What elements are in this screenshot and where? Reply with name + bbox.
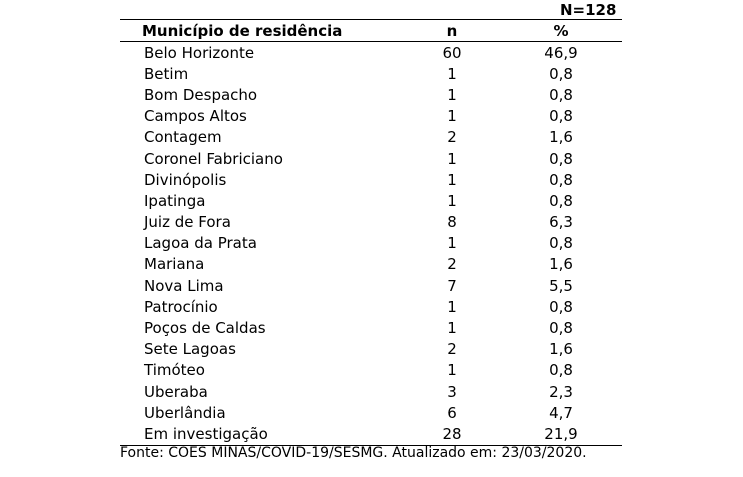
table-row	[120, 63, 622, 84]
cell-municipio: Campos Altos	[144, 107, 247, 126]
cell-percent: 5,5	[549, 276, 573, 295]
table-row	[120, 423, 622, 444]
table-row	[120, 339, 622, 360]
cell-municipio: Betim	[144, 64, 189, 83]
cell-municipio: Belo Horizonte	[144, 43, 255, 62]
cell-percent: 2,3	[549, 382, 573, 401]
table-row	[120, 190, 622, 211]
cell-n: 6	[447, 403, 457, 422]
table-header-row	[120, 20, 622, 41]
cell-municipio: Mariana	[144, 255, 205, 274]
header-n: n	[446, 21, 458, 40]
total-count-label: N=128	[560, 1, 617, 19]
cell-n: 60	[442, 43, 462, 62]
cell-n: 1	[447, 64, 457, 83]
cell-percent: 21,9	[544, 424, 578, 443]
source-note: Fonte: COES MINAS/COVID-19/SESMG. Atualizado em: 23/03/2020.	[120, 445, 587, 461]
table-row	[120, 275, 622, 296]
table-row	[120, 42, 622, 63]
table-body	[120, 42, 622, 445]
cell-percent: 0,8	[549, 234, 573, 253]
table-row	[120, 296, 622, 317]
cell-percent: 1,6	[549, 255, 573, 274]
cell-percent: 0,8	[549, 170, 573, 189]
cell-municipio: Ipatinga	[144, 191, 206, 210]
cell-n: 2	[447, 128, 457, 147]
cell-percent: 0,8	[549, 319, 573, 338]
cell-municipio: Juiz de Fora	[144, 213, 231, 232]
cell-municipio: Poços de Caldas	[144, 319, 266, 338]
cell-n: 3	[447, 382, 457, 401]
cell-percent: 1,6	[549, 128, 573, 147]
cell-municipio: Uberlândia	[144, 403, 226, 422]
cell-municipio: Nova Lima	[144, 276, 224, 295]
cell-percent: 0,8	[549, 361, 573, 380]
cell-percent: 0,8	[549, 107, 573, 126]
table-row	[120, 402, 622, 423]
header-municipio: Município de residência	[142, 21, 343, 40]
cell-n: 2	[447, 255, 457, 274]
cell-n: 1	[447, 85, 457, 104]
cell-municipio: Lagoa da Prata	[144, 234, 257, 253]
cell-percent: 1,6	[549, 340, 573, 359]
table-row	[120, 169, 622, 190]
cell-percent: 4,7	[549, 403, 573, 422]
cell-percent: 0,8	[549, 85, 573, 104]
cell-n: 1	[447, 107, 457, 126]
cell-percent: 0,8	[549, 149, 573, 168]
cell-municipio: Timóteo	[144, 361, 205, 380]
cell-percent: 0,8	[549, 64, 573, 83]
cell-municipio: Divinópolis	[144, 170, 227, 189]
cell-percent: 46,9	[544, 43, 578, 62]
cell-municipio: Contagem	[144, 128, 222, 147]
cell-municipio: Patrocínio	[144, 297, 218, 316]
cell-n: 7	[447, 276, 457, 295]
table-row	[120, 233, 622, 254]
cell-n: 1	[447, 297, 457, 316]
cell-percent: 0,8	[549, 297, 573, 316]
cell-percent: 6,3	[549, 213, 573, 232]
table-row	[120, 212, 622, 233]
cell-municipio: Bom Despacho	[144, 85, 258, 104]
cell-n: 1	[447, 191, 457, 210]
cell-percent: 0,8	[549, 191, 573, 210]
table-row	[120, 254, 622, 275]
table-row	[120, 381, 622, 402]
cell-municipio: Coronel Fabriciano	[144, 149, 283, 168]
cell-n: 2	[447, 340, 457, 359]
cell-municipio: Sete Lagoas	[144, 340, 236, 359]
table-row	[120, 360, 622, 381]
cell-n: 28	[442, 424, 462, 443]
table-row	[120, 84, 622, 105]
cell-n: 1	[447, 170, 457, 189]
cell-n: 1	[447, 234, 457, 253]
header-percent: %	[553, 21, 569, 40]
cell-municipio: Uberaba	[144, 382, 208, 401]
table-row	[120, 106, 622, 127]
cell-n: 1	[447, 149, 457, 168]
cell-municipio: Em investigação	[144, 424, 268, 443]
cell-n: 8	[447, 213, 457, 232]
cell-n: 1	[447, 319, 457, 338]
cell-n: 1	[447, 361, 457, 380]
table-row	[120, 127, 622, 148]
table-row	[120, 317, 622, 338]
table-row	[120, 148, 622, 169]
residence-table	[120, 19, 622, 446]
